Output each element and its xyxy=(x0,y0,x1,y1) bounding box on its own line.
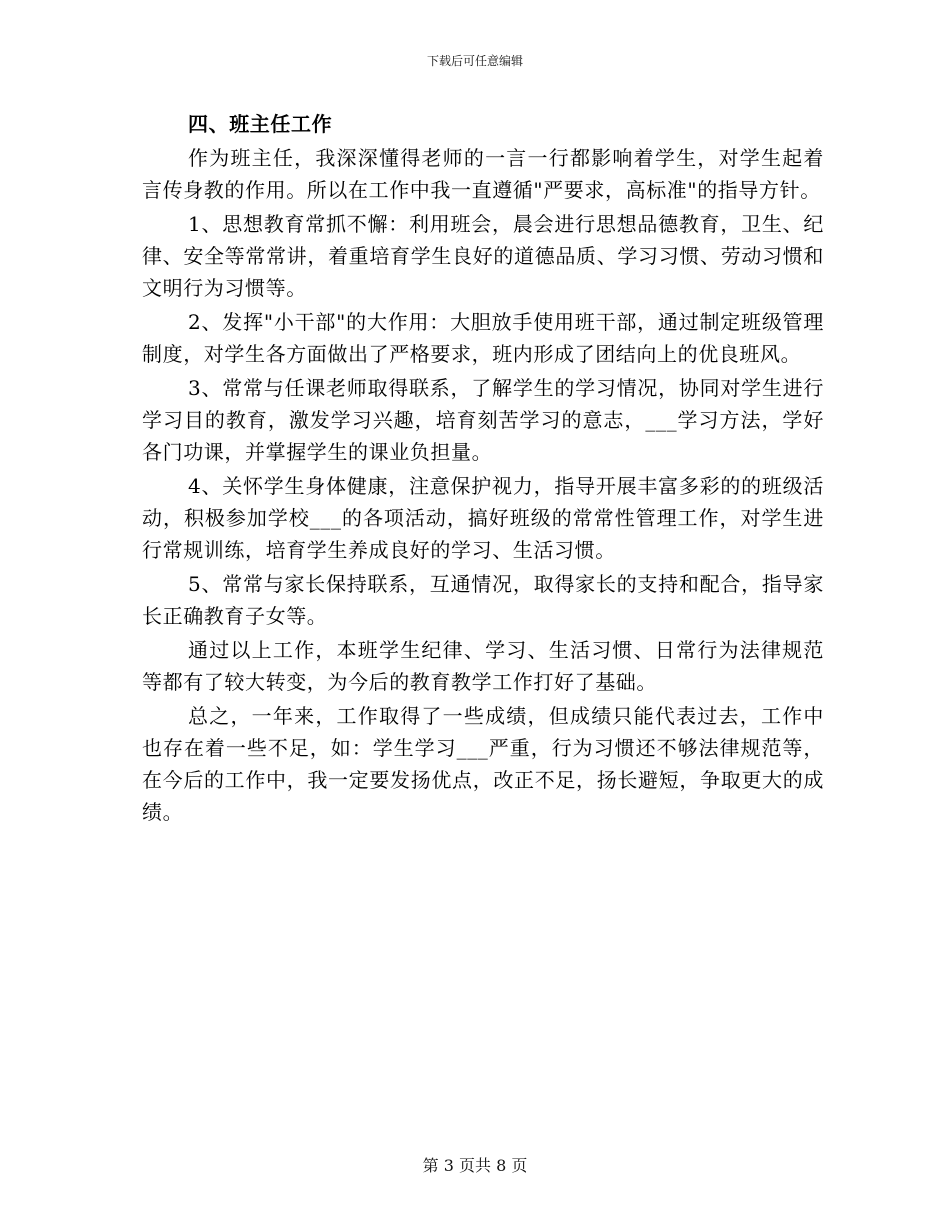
page-number: 第 3 页共 8 页 xyxy=(422,1156,528,1175)
paragraph-summary: 总之，一年来，工作取得了一些成绩，但成绩只能代表过去，工作中也存在着一些不足，如：学生学习___严重，行为习惯还不够法律规范等，在今后的工作中，我一定要发扬优点，改正不足，扬长避短，争取更大的成绩。 xyxy=(142,704,824,824)
paragraph-result: 通过以上工作，本班学生纪律、学习、生活习惯、日常行为法律规范等都有了较大转变，为今后的教育教学工作打好了基础。 xyxy=(142,638,824,694)
paragraph-item-2: 2、发挥"小干部"的大作用：大胆放手使用班干部，通过制定班级管理制度，对学生各方面做出了严格要求，班内形成了团结向上的优良班风。 xyxy=(142,310,824,366)
paragraph-item-5: 5、常常与家长保持联系，互通情况，取得家长的支持和配合，指导家长正确教育子女等。 xyxy=(142,572,824,628)
paragraph-item-3: 3、常常与任课老师取得联系，了解学生的学习情况，协同对学生进行学习目的教育，激发学习兴趣，培育刻苦学习的意志，___学习方法，学好各门功课，并掌握学生的课业负担量。 xyxy=(142,376,824,464)
page-header: 下载后可任意编辑 xyxy=(426,54,523,68)
document-body xyxy=(142,108,824,830)
paragraph-intro: 作为班主任，我深深懂得老师的一言一行都影响着学生，对学生起着言传身教的作用。所以在工作中我一直遵循"严要求，高标准"的指导方针。 xyxy=(142,146,824,202)
paragraph-item-4: 4、关怀学生身体健康，注意保护视力，指导开展丰富多彩的的班级活动，积极参加学校___的各项活动，搞好班级的常常性管理工作，对学生进行常规训练，培育学生养成良好的学习、生活习惯。 xyxy=(142,474,824,562)
paragraph-item-1: 1、思想教育常抓不懈：利用班会，晨会进行思想品德教育，卫生、纪律、安全等常常讲，着重培育学生良好的道德品质、学习习惯、劳动习惯和文明行为习惯等。 xyxy=(142,212,824,300)
section-heading: 四、班主任工作 xyxy=(188,112,333,136)
